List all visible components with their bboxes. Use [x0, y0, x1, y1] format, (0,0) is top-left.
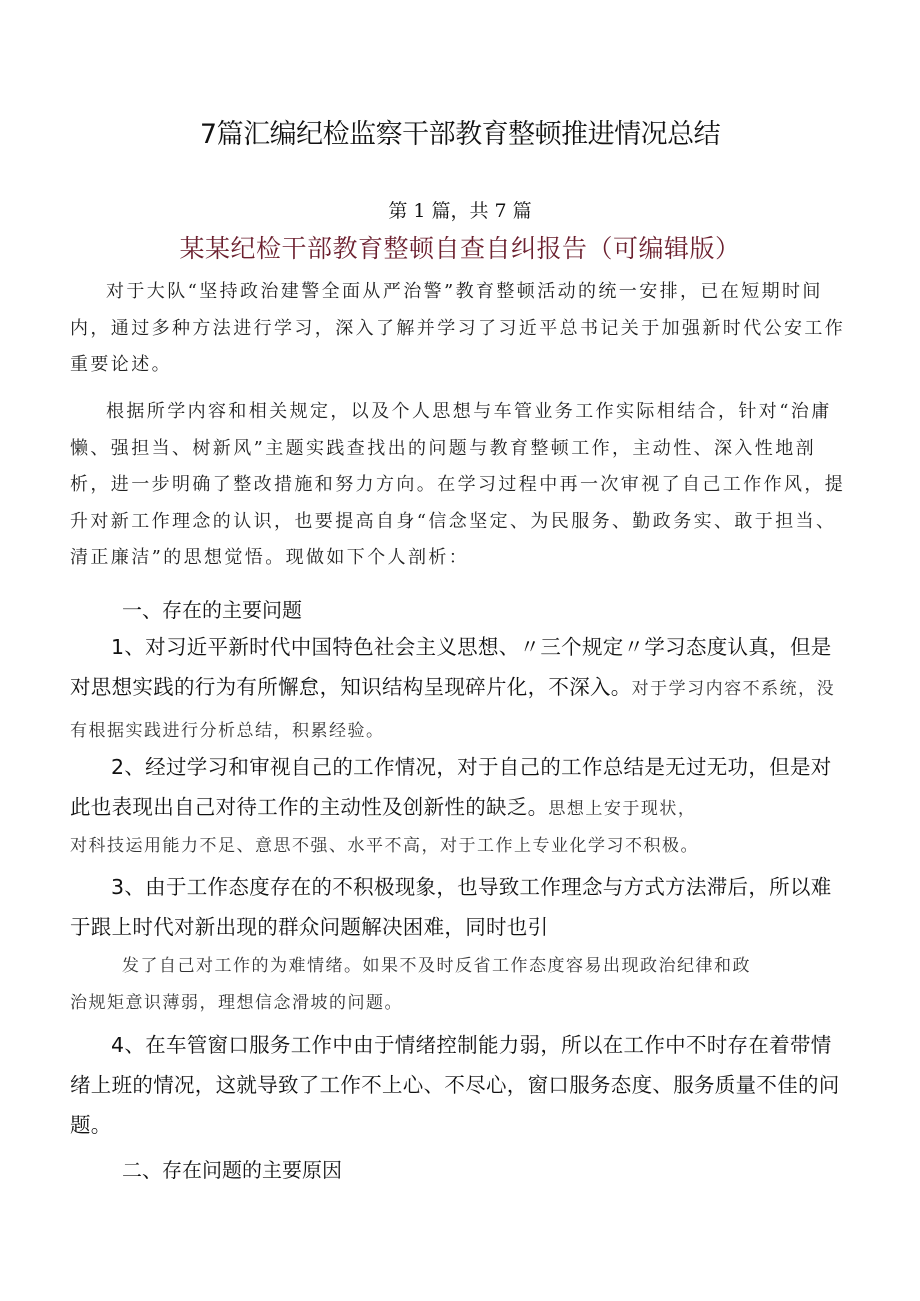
problem-item-4: 4、在车管窗口服务工作中由于情绪控制能力弱，所以在工作中不时存在着带情绪上班的情况，这就导致了工作不上心、不尽心，窗口服务态度、服务质量不佳的问题。	[70, 1033, 840, 1137]
intro-paragraph-1: 对于大队“坚持政治建警全面从严治警”教育整顿活动的统一安排，已在短期时间内，通过多种方法进行学习，深入了解并学习了习近平总书记关于加强新时代公安工作重要论述。	[70, 281, 846, 375]
section-heading-2: 二、存在问题的主要原因	[122, 1158, 342, 1182]
problem-item-1	[70, 627, 852, 751]
part-indicator: 第 1 篇，共 7 篇	[388, 200, 532, 222]
problem-item-1-normal: 对于学习内容不系统，没有根据实践进行分析总结，积累经验。	[70, 679, 836, 741]
problem-item-3-continued-line-2: 治规矩意识薄弱，理想信念滑坡的问题。	[70, 993, 403, 1013]
problem-item-2-continued: 对科技运用能力不足、意思不强、水平不高，对于工作上专业化学习不积极。	[70, 836, 699, 856]
problem-item-2-bold: 2、经过学习和审视自己的工作情况，对于自己的工作总结是无过无功，但是对此也表现出自己对待工作的主动性及创新性的缺乏。	[70, 755, 832, 819]
section-heading-1: 一、存在的主要问题	[122, 598, 302, 622]
problem-item-2-normal: 思想上安于现状，	[548, 799, 697, 819]
intro-paragraph-2: 根据所学内容和相关规定，以及个人思想与车管业务工作实际相结合，针对“治庸懒、强担当、树新风”主题实践查找出的问题与教育整顿工作，主动性、深入性地剖析，进一步明确了整改措施和努力方向。在学习过程中再一次审视了自己工作作风，提升对新工作理念的认识，也要提高自身“信念坚定、为民服务、勤政务实、敢于担当、清正廉洁”的思想觉悟。现做如下个人剖析：	[70, 401, 846, 568]
problem-item-2	[70, 747, 852, 829]
document-title: 7篇汇编纪检监察干部教育整顿推进情况总结	[199, 119, 721, 150]
problem-item-1-bold: 1、对习近平新时代中国特色社会主义思想、〃三个规定〃学习态度认真，但是对思想实践的行为有所懈怠，知识结构呈现碎片化，不深入。	[70, 635, 832, 699]
article-title: 某某纪检干部教育整顿自查自纠报告（可编辑版）	[179, 234, 741, 263]
problem-item-3: 3、由于工作态度存在的不积极现象，也导致工作理念与方式方法滞后，所以难于跟上时代对新出现的群众问题解决困难，同时也引	[70, 875, 832, 939]
problem-item-3-continued-line-1: 发了自己对工作的为难情绪。如果不及时反省工作态度容易出现政治纪律和政	[122, 956, 751, 976]
